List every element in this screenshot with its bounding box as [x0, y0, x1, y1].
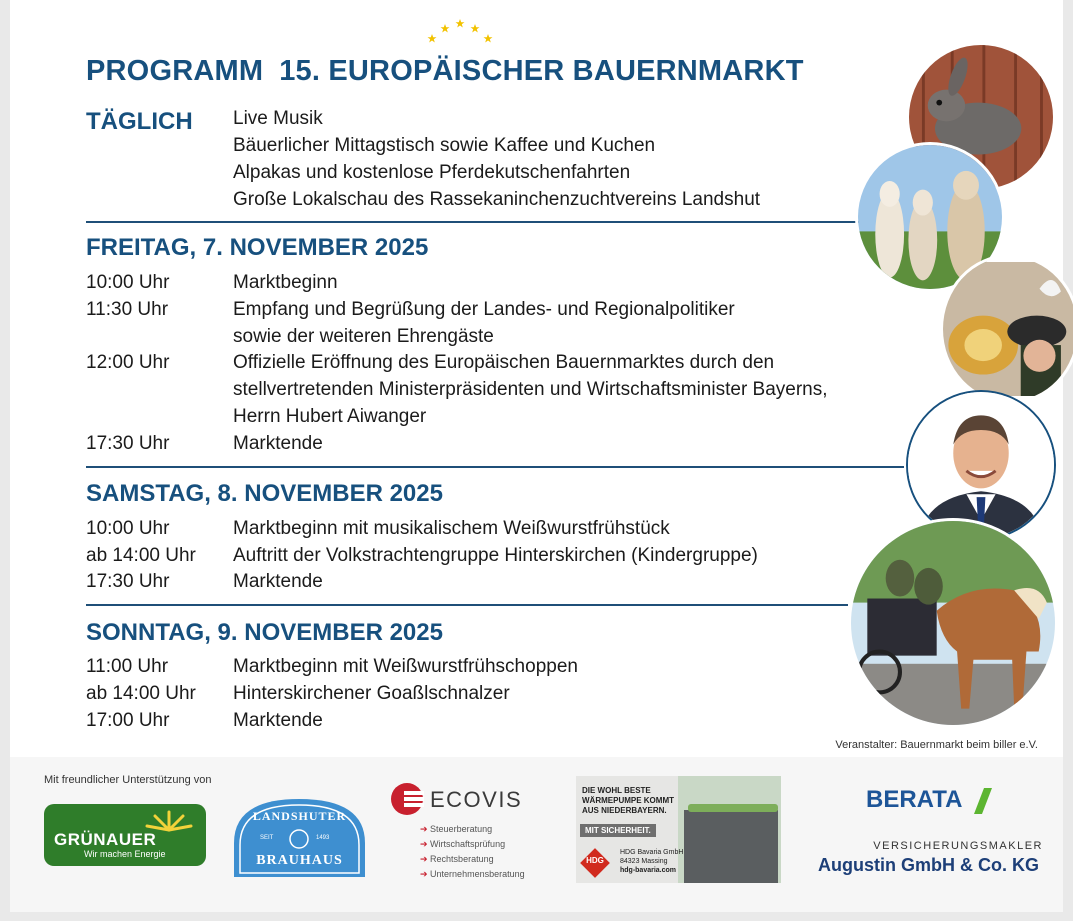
- sun-icon: [139, 806, 199, 832]
- organizer-note: Veranstalter: Bauernmarkt beim biller e.V.: [835, 739, 1038, 751]
- berata-logo: [866, 786, 996, 816]
- ecovis-name: ECOVIS: [430, 787, 523, 812]
- saturday-heading: SAMSTAG, 8. NOVEMBER 2025: [86, 480, 443, 507]
- augustin-line1: VERSICHERUNGSMAKLER: [873, 840, 1043, 852]
- ecovis-services: [420, 822, 525, 882]
- daily-item: Bäuerlicher Mittagstisch sowie Kaffee und Kuchen: [233, 135, 656, 156]
- daily-item: Alpakas und kostenlose Pferdekutschenfahrten: [233, 162, 631, 183]
- page-title: [86, 55, 804, 88]
- gruenauer-logo: [44, 804, 206, 866]
- daily-item: Live Musik: [233, 108, 323, 129]
- sunday-time: 11:00 Uhr: [86, 656, 169, 677]
- section-divider: [86, 604, 848, 606]
- support-label: Mit freundlicher Unterstützung von: [44, 774, 212, 786]
- saturday-text: Marktende: [233, 571, 323, 592]
- friday-time: 17:30 Uhr: [86, 433, 170, 454]
- sunday-text: Marktende: [233, 710, 323, 731]
- saturday-time: 17:30 Uhr: [86, 571, 170, 592]
- title-part2: 15. EUROPÄISCHER BAUERNMARKT: [279, 55, 804, 87]
- daily-item: Große Lokalschau des Rassekaninchenzuchtvereins Landshut: [233, 189, 761, 210]
- brauhaus-logo: [232, 795, 367, 878]
- brauhaus-top: LANDSHUTER: [252, 809, 347, 823]
- hdg-contact: HDG Bavaria GmbH 84323 Massing hdg-bavaria.com: [620, 849, 684, 874]
- augustin-line2: Augustin GmbH & Co. KG: [818, 855, 1039, 875]
- friday-text: stellvertretenden Ministerpräsidenten und Wirtschaftsminister Bayerns,: [233, 379, 828, 400]
- brauhaus-year: 1493: [316, 835, 330, 841]
- friday-heading: FREITAG, 7. NOVEMBER 2025: [86, 234, 429, 261]
- sunday-text: Marktbeginn mit Weißwurstfrühschoppen: [233, 656, 578, 677]
- section-divider: [86, 466, 904, 468]
- friday-time: 11:30 Uhr: [86, 299, 169, 320]
- friday-text: Empfang und Begrüßung der Landes- und Regionalpolitiker: [233, 299, 735, 320]
- friday-text: Marktbeginn: [233, 272, 338, 293]
- hdg-ad: [576, 776, 781, 883]
- berata-slash-icon: [972, 786, 994, 816]
- sunday-time: ab 14:00 Uhr: [86, 683, 196, 704]
- horse-carriage-photo: [848, 518, 1058, 728]
- saturday-text: Auftritt der Volkstrachtengruppe Hinterskirchen (Kindergruppe): [233, 545, 758, 566]
- ecovis-service: ➔ Wirtschaftsprüfung: [420, 839, 506, 849]
- saturday-time: 10:00 Uhr: [86, 518, 170, 539]
- ecovis-service: ➔ Steuerberatung: [420, 824, 493, 834]
- gruenauer-slogan: Wir machen Energie: [84, 849, 166, 859]
- sunday-text: Hinterskirchener Goaßlschnalzer: [233, 683, 510, 704]
- ecovis-mark-icon: [390, 782, 424, 816]
- ecovis-logo: [390, 782, 540, 882]
- eu-stars-icon: [425, 16, 495, 46]
- friday-text: sowie der weiteren Ehrengäste: [233, 326, 494, 347]
- saturday-text: Marktbeginn mit musikalischem Weißwurstfrühstück: [233, 518, 670, 539]
- friday-time: 10:00 Uhr: [86, 272, 170, 293]
- hdg-headline: DIE WOHL BESTE WÄRMEPUMPE KOMMT AUS NIEDERBAYERN.: [582, 786, 674, 815]
- title-part1: PROGRAMM: [86, 55, 264, 87]
- sunday-time: 17:00 Uhr: [86, 710, 170, 731]
- augustin-logo: [818, 840, 1043, 880]
- sunday-heading: SONNTAG, 9. NOVEMBER 2025: [86, 619, 443, 646]
- friday-time: 12:00 Uhr: [86, 352, 170, 373]
- brauhaus-bottom: BRAUHAUS: [256, 853, 343, 868]
- daily-heading: TÄGLICH: [86, 108, 193, 135]
- gruenauer-name: GRÜNAUER: [54, 830, 157, 849]
- friday-text: Marktende: [233, 433, 323, 454]
- ecovis-service: ➔ Rechtsberatung: [420, 854, 494, 864]
- saturday-time: ab 14:00 Uhr: [86, 545, 196, 566]
- section-divider: [86, 221, 868, 223]
- ecovis-service: ➔ Unternehmensberatung: [420, 869, 525, 879]
- brass-band-photo: [940, 254, 1073, 404]
- hdg-badge: HDG: [586, 856, 604, 865]
- hdg-tagline: MIT SICHERHEIT.: [580, 824, 656, 837]
- berata-name: BERATA: [866, 786, 963, 813]
- friday-text: Offizielle Eröffnung des Europäischen Bauernmarktes durch den: [233, 352, 775, 373]
- politician-portrait: [906, 390, 1056, 540]
- friday-text: Herrn Hubert Aiwanger: [233, 406, 427, 427]
- brauhaus-seit: SEIT: [260, 835, 274, 841]
